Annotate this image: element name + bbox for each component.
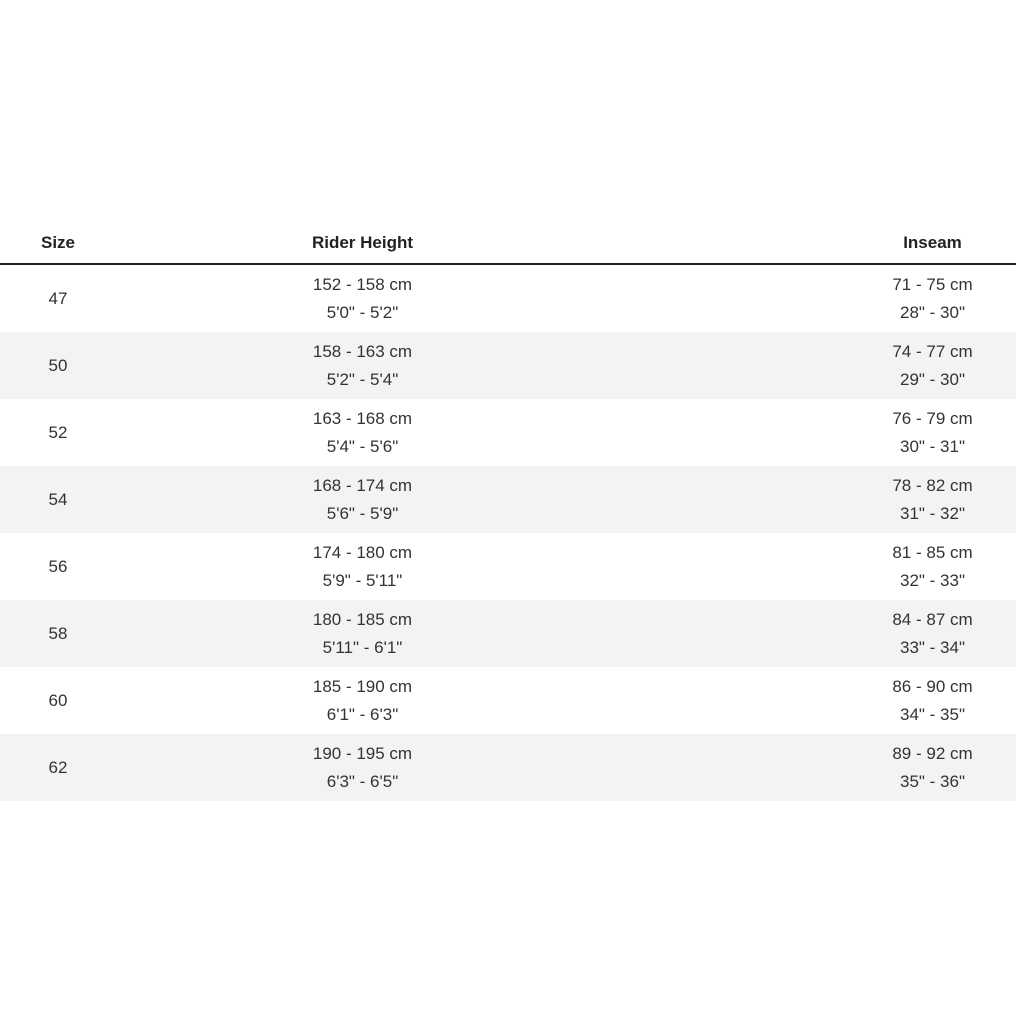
rider-height-cell [116,264,870,332]
inseam-cell [870,466,1016,533]
rider-height-ft: 5'4" - 5'6" [326,436,399,456]
size-cell: 58 [0,600,116,667]
header-inseam: Inseam [870,223,1016,264]
inseam-cm: 78 - 82 cm [892,475,973,495]
inseam-cell [870,332,1016,399]
rider-height-ft: 6'3" - 6'5" [326,771,399,791]
header-rider-height: Rider Height [116,223,870,264]
inseam-in: 34" - 35" [900,704,965,724]
rider-height-cm: 168 - 174 cm [312,475,413,495]
inseam-in: 30" - 31" [900,436,965,456]
inseam-in: 35" - 36" [900,771,965,791]
inseam-in: 33" - 34" [900,637,965,657]
inseam-cm: 89 - 92 cm [892,743,973,763]
table-row [0,600,1016,667]
inseam-cm: 81 - 85 cm [892,542,973,562]
size-cell: 60 [48,690,68,710]
rider-height-ft: 5'0" - 5'2" [326,302,399,322]
inseam-cell [870,264,1016,332]
inseam-cell [870,533,1016,600]
rider-height-cm: 163 - 168 cm [312,408,413,428]
rider-height-cm: 190 - 195 cm [312,743,413,763]
inseam-cm: 84 - 87 cm [892,609,973,629]
rider-height-ft: 5'9" - 5'11" [322,570,403,590]
rider-height-cm: 174 - 180 cm [312,542,413,562]
inseam-cell [870,399,1016,466]
inseam-cm: 71 - 75 cm [892,274,973,294]
size-cell: 62 [0,734,116,801]
table-row [0,399,1016,466]
inseam-in: 32" - 33" [900,570,965,590]
rider-height-cm: 185 - 190 cm [312,676,413,696]
rider-height-cell [116,667,870,734]
rider-height-ft: 5'6" - 5'9" [326,503,399,523]
table-row [0,264,1016,332]
size-table [0,223,1016,801]
rider-height-cm: 180 - 185 cm [312,609,413,629]
size-cell: 52 [48,422,68,442]
rider-height-cell [116,332,870,399]
inseam-in: 31" - 32" [900,503,965,523]
size-cell: 47 [48,288,68,308]
rider-height-ft: 5'11" - 6'1" [322,637,403,657]
rider-height-cell [116,734,870,801]
inseam-in: 29" - 30" [900,369,965,389]
rider-height-cell [116,533,870,600]
rider-height-cell [116,600,870,667]
table-row [0,332,1016,399]
inseam-cell [870,734,1016,801]
inseam-cm: 74 - 77 cm [892,341,973,361]
size-cell: 56 [48,556,68,576]
size-cell: 50 [0,332,116,399]
header-size: Size [0,223,116,264]
size-cell: 54 [0,466,116,533]
rider-height-cell [116,399,870,466]
rider-height-cell [116,466,870,533]
inseam-cm: 86 - 90 cm [892,676,973,696]
inseam-in: 28" - 30" [900,302,965,322]
inseam-cell [870,667,1016,734]
rider-height-ft: 6'1" - 6'3" [326,704,399,724]
rider-height-ft: 5'2" - 5'4" [326,369,399,389]
inseam-cm: 76 - 79 cm [892,408,973,428]
table-header-row [0,223,1016,264]
rider-height-cm: 152 - 158 cm [312,274,413,294]
table-row [0,667,1016,734]
size-chart [0,223,1016,801]
table-row [0,734,1016,801]
table-row [0,466,1016,533]
inseam-cell [870,600,1016,667]
rider-height-cm: 158 - 163 cm [312,341,413,361]
table-row [0,533,1016,600]
